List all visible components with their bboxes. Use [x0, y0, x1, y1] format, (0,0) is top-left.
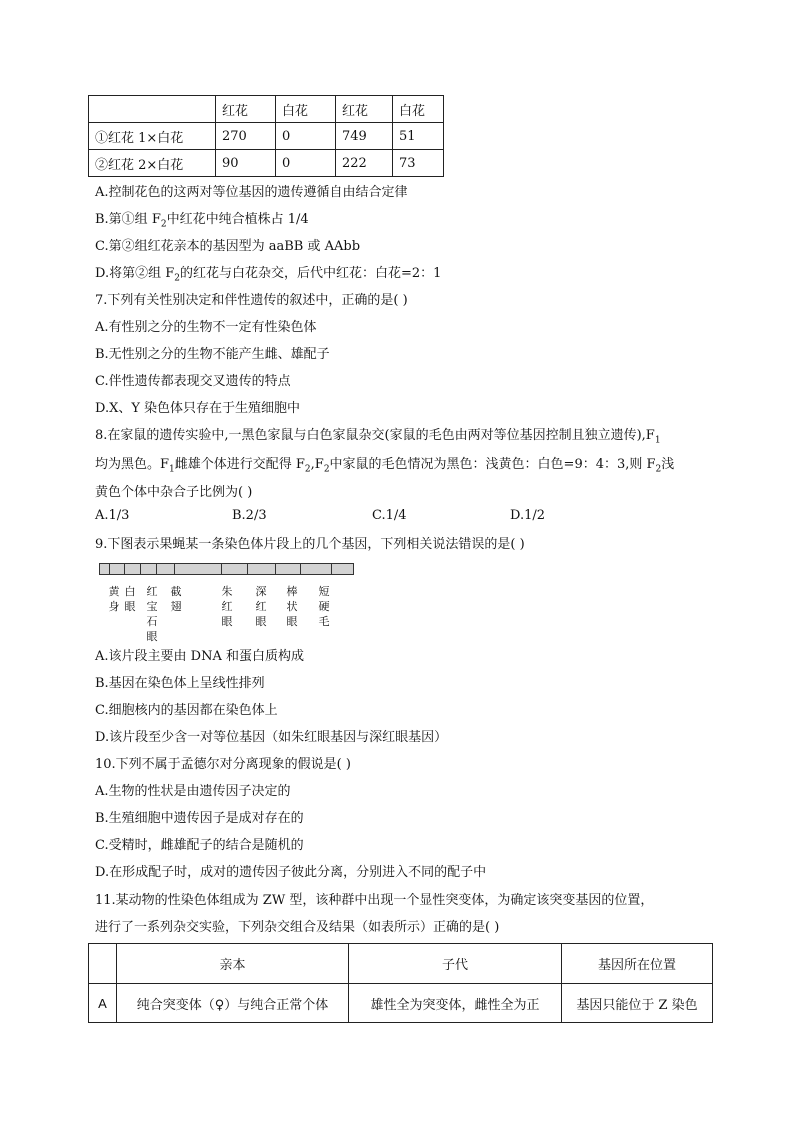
text-fragment: D.将第②组 F: [95, 266, 175, 281]
q8-stem-line-2: [95, 453, 674, 475]
q11-stem-line-1: 11.某动物的性染色体组成为 ZW 型，该种群中出现一个显性突变体，为确定该突变基因的位置，: [95, 893, 654, 908]
gene-label-vermilion-eye: 朱 红 眼: [221, 585, 233, 628]
table-row: [89, 984, 713, 1023]
q8-option-a: A.1/3: [95, 508, 130, 523]
q11-stem-line-2: 进行了一系列杂交实验，下列杂交组合及结果（如表所示）正确的是( ): [95, 920, 500, 935]
q7-option-d: D.X、Y 染色体只存在于生殖细胞中: [95, 401, 301, 416]
table-cell: 749: [336, 123, 393, 150]
gene-label-short-bristle: 短 硬 毛: [318, 585, 330, 628]
q7-stem: 7.下列有关性别决定和伴性遗传的叙述中，正确的是( ): [95, 293, 408, 308]
q6-option-c: C.第②组红花亲本的基因型为 aaBB 或 AAbb: [95, 239, 361, 254]
table-cell: 73: [393, 150, 444, 177]
chromosome-segment: [221, 563, 248, 575]
table-cell: 基因只能位于 Z 染色: [562, 984, 713, 1023]
chromosome-segment: [331, 563, 354, 575]
text-fragment: 中红花中纯合植株占 1/4: [166, 212, 309, 227]
chromosome-segment: [156, 563, 175, 575]
table-cell: A: [89, 984, 117, 1023]
gene-label-ruby-eye: 红 宝 石 眼: [146, 585, 158, 643]
chromosome-diagram: [99, 563, 353, 575]
table-cell: 子代: [349, 944, 562, 984]
chromosome-segment: [174, 563, 222, 575]
subscript: 2: [323, 464, 330, 475]
table-cell: 红花: [216, 96, 276, 123]
chromosome-segment: [109, 563, 125, 575]
table-header-row: [89, 944, 713, 984]
table-cell: 90: [216, 150, 276, 177]
gene-label-yellow-body: 黄 身: [108, 585, 120, 613]
text-fragment: 中家鼠的毛色情况为黑色：浅黄色：白色=9：4：3,则 F: [329, 457, 656, 472]
q9-option-c: C.细胞核内的基因都在染色体上: [95, 703, 278, 718]
q7-option-b: B.无性别之分的生物不能产生雌、雄配子: [95, 347, 330, 362]
q9-option-d: D.该片段至少含一对等位基因（如朱红眼基因与深红眼基因）: [95, 730, 448, 745]
gene-label-bar-eye: 棒 状 眼: [286, 585, 298, 628]
table-cell: 白花: [393, 96, 444, 123]
table-cell: 纯合突变体（♀）与纯合正常个体: [117, 984, 349, 1023]
table-row: [89, 150, 444, 177]
subscript: 1: [169, 464, 175, 475]
table-cell: 222: [336, 150, 393, 177]
chromosome-segment: [124, 563, 141, 575]
table-cell: 270: [216, 123, 276, 150]
gene-label-dark-red-eye: 深 红 眼: [255, 585, 267, 628]
table-row: [89, 123, 444, 150]
gene-label-white-eye: 白 眼: [124, 585, 136, 613]
text-fragment: B.第①组 F: [95, 212, 161, 227]
chromosome-segment: [247, 563, 276, 575]
table-cell: 雄性全为突变体，雌性全为正: [349, 984, 562, 1023]
q9-option-a: A.该片段主要由 DNA 和蛋白质构成: [95, 649, 304, 664]
table-cell: 基因所在位置: [562, 944, 713, 984]
q10-option-c: C.受精时，雌雄配子的结合是随机的: [95, 838, 304, 853]
text-fragment: 8.在家鼠的遗传实验中,一黑色家鼠与白色家鼠杂交(家鼠的毛色由两对等位基因控制且独立遗传),F: [95, 428, 655, 443]
table-cell: [89, 96, 216, 123]
q6-option-b: [95, 208, 309, 230]
chromosome-segment: [140, 563, 157, 575]
text-fragment: ,F: [310, 457, 324, 472]
q10-option-a: A.生物的性状是由遗传因子决定的: [95, 784, 291, 799]
table-cell: 0: [276, 150, 336, 177]
gene-label-cut-wing: 截 翅: [170, 585, 182, 613]
table-header-row: [89, 96, 444, 123]
q7-option-a: A.有性别之分的生物不一定有性染色体: [95, 320, 317, 335]
table-cell: 亲本: [117, 944, 349, 984]
table-cell: 红花: [336, 96, 393, 123]
text-fragment: 浅: [661, 457, 675, 472]
subscript: 2: [160, 219, 167, 230]
table-cell: ①红花 1×白花: [89, 123, 216, 150]
text-fragment: 的红花与白花杂交，后代中红花：白花=2：1: [179, 266, 442, 281]
table-cell: 白花: [276, 96, 336, 123]
table-cell: [89, 944, 117, 984]
subscript: 2: [304, 464, 311, 475]
table-cell: 0: [276, 123, 336, 150]
cross-combination-table: [88, 943, 713, 1023]
q8-option-d: D.1/2: [510, 508, 546, 523]
q8-option-c: C.1/4: [372, 508, 407, 523]
q9-stem: 9.下图表示果蝇某一条染色体片段上的几个基因，下列相关说法错误的是( ): [95, 537, 525, 552]
subscript: 1: [654, 435, 661, 446]
chromosome-segment: [300, 563, 332, 575]
text-fragment: 雌雄个体进行交配得 F: [174, 457, 305, 472]
q8-stem-line-3: 黄色个体中杂合子比例为( ): [95, 485, 253, 500]
q7-option-c: C.伴性遗传都表现交叉遗传的特点: [95, 374, 291, 389]
q10-stem: 10.下列不属于孟德尔对分离现象的假说是( ): [95, 757, 351, 772]
q10-option-d: D.在形成配子时，成对的遗传因子彼此分离，分别进入不同的配子中: [95, 865, 487, 880]
q10-option-b: B.生殖细胞中遗传因子是成对存在的: [95, 811, 304, 826]
table-cell: ②红花 2×白花: [89, 150, 216, 177]
chromosome-segment: [275, 563, 301, 575]
q6-option-a: A.控制花色的这两对等位基因的遗传遵循自由结合定律: [95, 185, 408, 200]
table-cell: 51: [393, 123, 444, 150]
q8-stem-line-1: [95, 424, 661, 446]
subscript: 2: [655, 464, 662, 475]
subscript: 2: [174, 273, 180, 284]
text-fragment: 均为黑色。F: [95, 457, 170, 472]
q6-option-d: [95, 262, 441, 284]
q9-option-b: B.基因在染色体上呈线性排列: [95, 676, 265, 691]
q8-option-b: B.2/3: [232, 508, 267, 523]
cross-result-table: [88, 95, 444, 177]
